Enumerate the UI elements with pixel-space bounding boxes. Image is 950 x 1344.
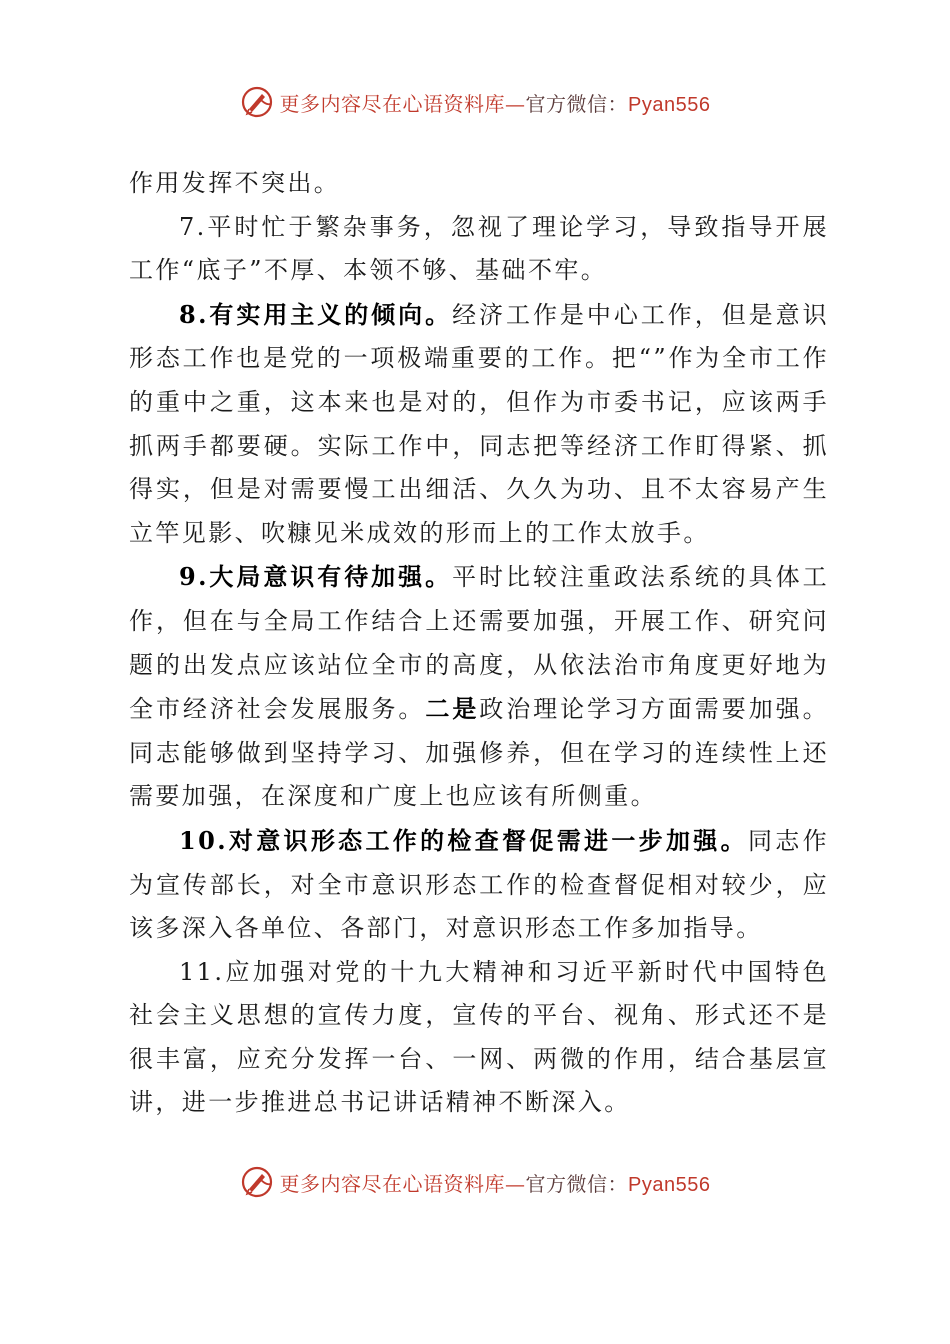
paragraph-text: 平时比较注重政法系统的具体工作，但在与全局工作结合上还需要加强，开展工作、研究问题的出发点应该站位全市的高度，从依法治市角度更好地为全市经济社会发展服务。 xyxy=(129,563,829,724)
paragraph-subheading: 二是 xyxy=(425,694,480,724)
paragraph-item-10 xyxy=(129,819,829,951)
footer-watermark xyxy=(0,1160,950,1204)
paragraph-continuation xyxy=(129,162,829,206)
paragraph-text: 政治理论学习方面需要加强。同志能够做到坚持学习、加强修养，但在学习的连续性上还需要加强，在深度和广度上也应该有所侧重。 xyxy=(129,695,829,811)
paragraph-text: 作用发挥不突出。 xyxy=(129,169,341,197)
paragraph-heading: 10.对意识形态工作的检查督促需进一步加强。 xyxy=(179,825,748,855)
paragraph-item-9 xyxy=(129,555,829,819)
pen-logo-icon xyxy=(240,85,274,119)
paragraph-heading: 8.有实用主义的倾向。 xyxy=(179,299,453,329)
watermark-brand: 更多内容尽在心语资料库 xyxy=(279,91,506,116)
paragraph-text: 7.平时忙于繁杂事务，忽视了理论学习，导致指导开展工作“底子”不厚、本领不够、基础不牢。 xyxy=(129,212,829,285)
paragraph-heading: 9.大局意识有待加强。 xyxy=(179,562,453,592)
pen-logo-icon xyxy=(240,1165,274,1199)
watermark-dash: — xyxy=(505,1171,526,1196)
watermark-wechat-id: Pyan556 xyxy=(628,1173,711,1196)
paragraph-text: 经济工作是中心工作，但是意识形态工作也是党的一项极端重要的工作。把“”作为全市工作的重中之重，这本来也是对的，但作为市委书记，应该两手抓两手都要硬。实际工作中，同志把等经济工作盯得紧、抓得实，但是对需要慢工出细活、久久为功、且不太容易产生立竿见影、吹糠见米成效的形而上的工作太放手。 xyxy=(129,300,829,547)
watermark-dash: — xyxy=(505,91,526,116)
watermark-label: 官方微信： xyxy=(525,91,629,116)
watermark-wechat-id: Pyan556 xyxy=(628,93,711,116)
paragraph-item-11 xyxy=(129,951,829,1125)
watermark-label: 官方微信： xyxy=(525,1171,629,1196)
document-body xyxy=(129,162,829,1125)
paragraph-item-8 xyxy=(129,293,829,556)
header-watermark xyxy=(0,80,950,124)
paragraph-item-7 xyxy=(129,206,829,293)
paragraph-text: 同志作为宣传部长，对全市意识形态工作的检查督促相对较少，应该多深入各单位、各部门，对意识形态工作多加指导。 xyxy=(129,826,829,943)
paragraph-text: 11.应加强对党的十九大精神和习近平新时代中国特色社会主义思想的宣传力度，宣传的平台、视角、形式还不是很丰富，应充分发挥一台、一网、两微的作用，结合基层宣讲，进一步推进总书记讲话精神不断深入。 xyxy=(129,957,829,1117)
watermark-brand: 更多内容尽在心语资料库 xyxy=(279,1171,506,1196)
